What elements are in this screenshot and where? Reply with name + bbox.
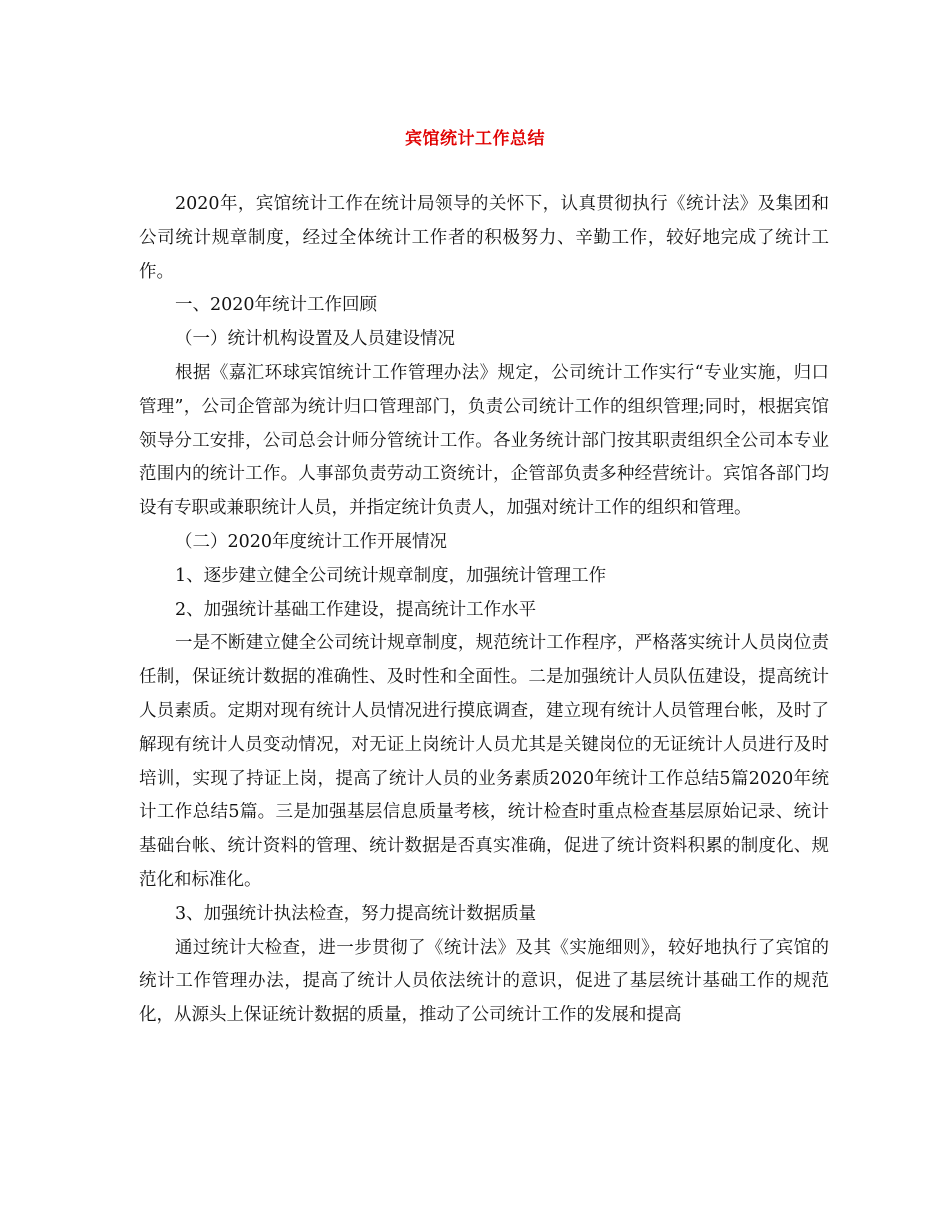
document-title: 宾馆统计工作总结: [405, 129, 545, 149]
item-rules: 1、逐步建立健全公司统计规章制度，加强统计管理工作: [175, 565, 607, 586]
paragraph-enforcement: 通过统计大检查，进一步贯彻了《统计法》及其《实施细则》，较好地执行了宾馆的统计工作管理办法，提高了统计人员依法统计的意识，促进了基层统计基础工作的规范化，从源头上保证统计数据的质量，推动了公司统计工作的发展和提高: [139, 937, 829, 1026]
heading-review: 一、2020年统计工作回顾: [175, 295, 378, 316]
item-enforcement: 3、加强统计执法检查，努力提高统计数据质量: [175, 903, 537, 924]
paragraph-organization: 根据《嘉汇环球宾馆统计工作管理办法》规定，公司统计工作实行“专业实施，归口管理”，公司企管部为统计归口管理部门，负责公司统计工作的组织管理;同时，根据宾馆领导分工安排，公司总会计师分管统计工作。各业务统计部门按其职责组织全公司本专业范围内的统计工作。人事部负责劳动工资统计，企管部负责多种经营统计。宾馆各部门均设有专职或兼职统计人员，并指定统计负责人，加强对统计工作的组织和管理。: [139, 362, 829, 519]
subheading-work-progress: （二）2020年度统计工作开展情况: [175, 531, 448, 552]
document-body: [139, 188, 829, 1033]
item-foundation: 2、加强统计基础工作建设，提高统计工作水平: [175, 599, 537, 620]
paragraph-intro: 2020年，宾馆统计工作在统计局领导的关怀下，认真贯彻执行《统计法》及集团和公司统计规章制度，经过全体统计工作者的积极努力、辛勤工作，较好地完成了统计工作。: [139, 194, 829, 282]
subheading-organization: （一）统计机构设置及人员建设情况: [175, 329, 455, 350]
paragraph-foundation: 一是不断建立健全公司统计规章制度，规范统计工作程序，严格落实统计人员岗位责任制，保证统计数据的准确性、及时性和全面性。二是加强统计人员队伍建设，提高统计人员素质。定期对现有统计人员情况进行摸底调查，建立现有统计人员管理台帐，及时了解现有统计人员变动情况，对无证上岗统计人员尤其是关键岗位的无证统计人员进行及时培训，实现了持证上岗，提高了统计人员的业务素质2020年统计工作总结5篇2020年统计工作总结5篇。三是加强基层信息质量考核，统计检查时重点检查基层原始记录、统计基础台帐、统计资料的管理、统计数据是否真实准确，促进了统计资料积累的制度化、规范化和标准化。: [139, 633, 829, 890]
